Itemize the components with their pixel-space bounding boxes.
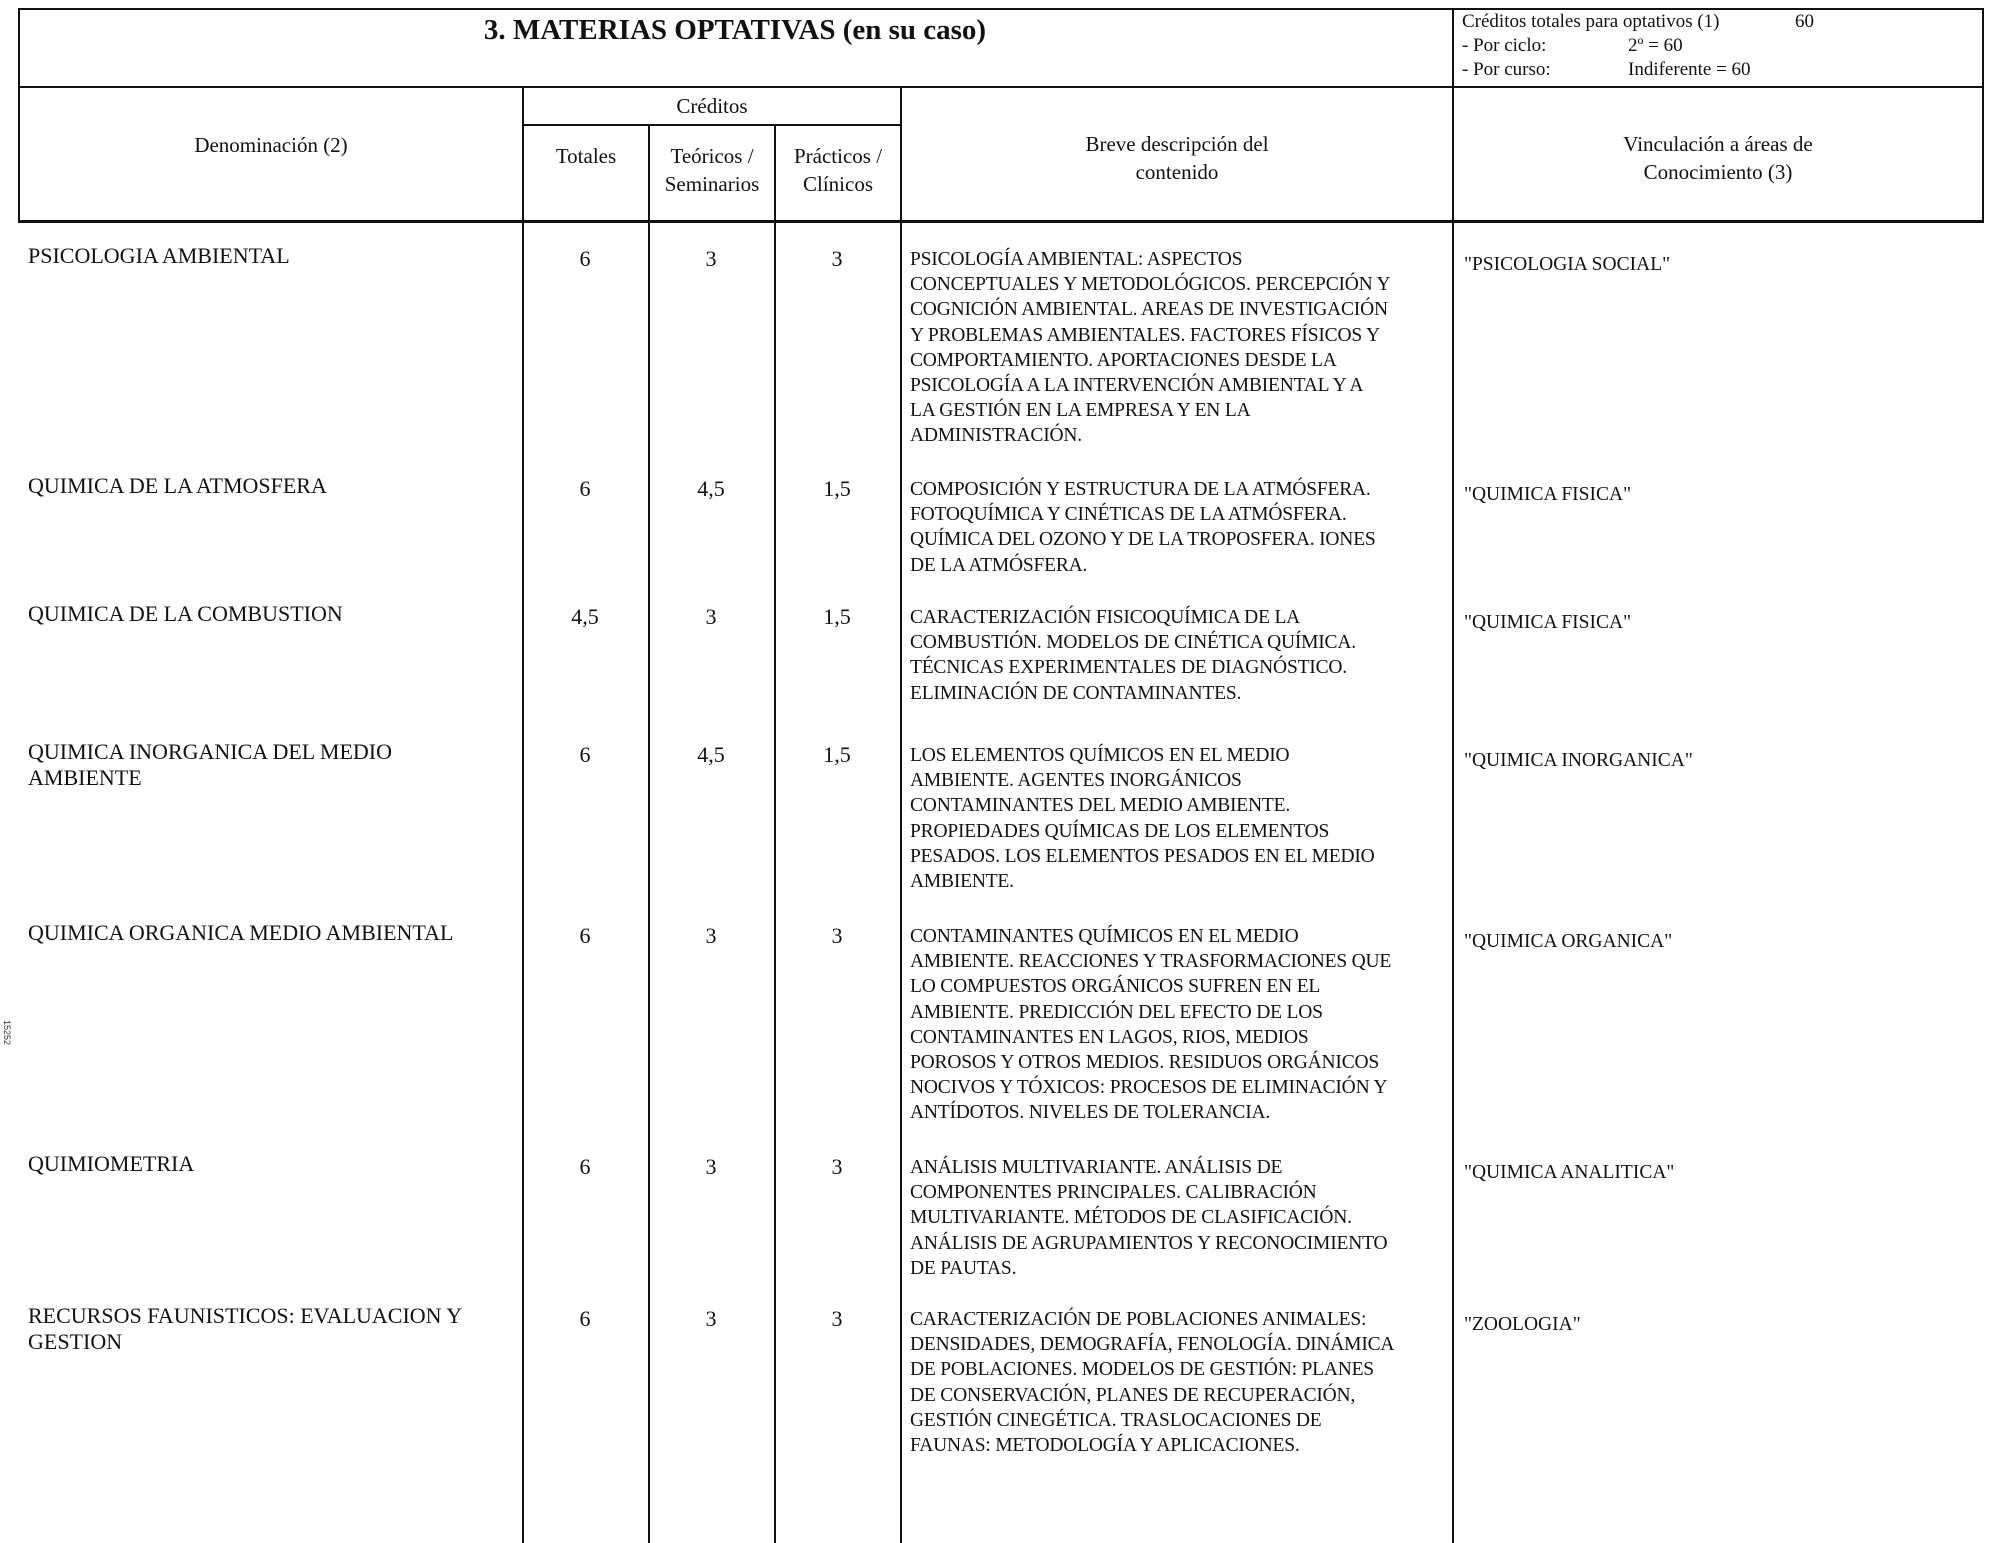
body-sep-3 bbox=[774, 222, 776, 1543]
credit-summary-line2-value: 2º = 60 bbox=[1628, 35, 1683, 56]
course-description-line: CONCEPTUALES Y METODOLÓGICOS. PERCEPCIÓN Y bbox=[910, 274, 1391, 296]
body-sep-4 bbox=[900, 222, 902, 1543]
knowledge-area: "QUIMICA FISICA" bbox=[1464, 612, 1632, 633]
credits-totales: 4,5 bbox=[571, 604, 599, 629]
course-description-line: TÉCNICAS EXPERIMENTALES DE DIAGNÓSTICO. bbox=[910, 657, 1347, 679]
course-name-line: AMBIENTE bbox=[28, 765, 142, 790]
credits-teoricos: 3 bbox=[705, 1154, 717, 1179]
course-description-line: PSICOLOGÍA A LA INTERVENCIÓN AMBIENTAL Y A bbox=[910, 375, 1364, 397]
course-description-line: CONTAMINANTES DEL MEDIO AMBIENTE. bbox=[910, 795, 1291, 817]
course-name-line: QUIMICA DE LA ATMOSFERA bbox=[28, 473, 327, 498]
frame-right-line bbox=[1982, 8, 1984, 222]
course-description-line: COMPORTAMIENTO. APORTACIONES DESDE LA bbox=[910, 349, 1337, 371]
credits-practicos: 3 bbox=[831, 923, 843, 948]
course-name-line: PSICOLOGIA AMBIENTAL bbox=[28, 243, 290, 268]
course-description-line: ANTÍDOTOS. NIVELES DE TOLERANCIA. bbox=[910, 1102, 1271, 1124]
header-bottom-line bbox=[18, 220, 1984, 223]
course-description-line: ELIMINACIÓN DE CONTAMINANTES. bbox=[910, 682, 1242, 704]
credit-summary-line1-value: 60 bbox=[1795, 11, 1814, 32]
course-description-line: MULTIVARIANTE. MÉTODOS DE CLASIFICACIÓN. bbox=[910, 1207, 1352, 1229]
course-description bbox=[910, 743, 1450, 894]
course-description-line: PROPIEDADES QUÍMICAS DE LOS ELEMENTOS bbox=[910, 820, 1330, 842]
course-description-line: PSICOLOGÍA AMBIENTAL: ASPECTOS bbox=[910, 249, 1243, 270]
course-name-line: QUIMICA ORGANICA MEDIO AMBIENTAL bbox=[28, 920, 454, 945]
header-vinculacion bbox=[1454, 130, 1982, 186]
course-description-line: COGNICIÓN AMBIENTAL. AREAS DE INVESTIGACIÓN bbox=[910, 299, 1388, 321]
header-descripcion-line2: contenido bbox=[1135, 160, 1219, 184]
frame-top-line bbox=[18, 8, 1984, 10]
course-description bbox=[910, 247, 1450, 449]
header-descripcion-line1: Breve descripción del bbox=[1085, 132, 1269, 156]
course-name bbox=[28, 1151, 518, 1177]
course-name-line: QUIMIOMETRIA bbox=[28, 1151, 195, 1176]
course-name bbox=[28, 473, 518, 499]
credit-summary-line1-label: Créditos totales para optativos (1) bbox=[1462, 11, 1720, 32]
credits-teoricos: 3 bbox=[705, 604, 717, 629]
credits-teoricos: 3 bbox=[705, 923, 717, 948]
course-description-line: LO COMPUESTOS ORGÁNICOS SUFREN EN EL bbox=[910, 976, 1321, 998]
credits-totales: 6 bbox=[579, 1154, 591, 1179]
course-name-line: RECURSOS FAUNISTICOS: EVALUACION Y bbox=[28, 1303, 463, 1328]
header-practicos-line2: Clínicos bbox=[802, 172, 873, 196]
header-vinculacion-line1: Vinculación a áreas de bbox=[1623, 132, 1813, 156]
course-description-line: Y PROBLEMAS AMBIENTALES. FACTORES FÍSICOS Y bbox=[910, 324, 1380, 346]
knowledge-area: "QUIMICA FISICA" bbox=[1464, 484, 1632, 505]
credits-practicos: 1,5 bbox=[823, 476, 851, 501]
knowledge-area: "QUIMICA ORGANICA" bbox=[1464, 931, 1673, 952]
knowledge-area: "QUIMICA INORGANICA" bbox=[1464, 750, 1693, 771]
knowledge-area: "QUIMICA ANALITICA" bbox=[1464, 1162, 1675, 1183]
course-description-line: LA GESTIÓN EN LA EMPRESA Y EN LA bbox=[910, 400, 1251, 422]
header-totales: Totales bbox=[555, 144, 617, 168]
course-description-line: CARACTERIZACIÓN DE POBLACIONES ANIMALES: bbox=[910, 1309, 1367, 1330]
course-description-line: DE LA ATMÓSFERA. bbox=[910, 554, 1088, 576]
credits-teoricos: 4,5 bbox=[697, 476, 725, 501]
course-description-line: COMPOSICIÓN Y ESTRUCTURA DE LA ATMÓSFERA. bbox=[910, 479, 1371, 500]
credits-totales: 6 bbox=[579, 476, 591, 501]
body-sep-5 bbox=[1452, 222, 1454, 1543]
header-teoricos-line2: Seminarios bbox=[664, 172, 760, 196]
course-description-line: CARACTERIZACIÓN FISICOQUÍMICA DE LA bbox=[910, 607, 1301, 628]
header-practicos-line1: Prácticos / bbox=[793, 144, 883, 168]
course-description-line: DE POBLACIONES. MODELOS DE GESTIÓN: PLANES bbox=[910, 1359, 1374, 1381]
course-description-line: DENSIDADES, DEMOGRAFÍA, FENOLOGÍA. DINÁMICA bbox=[910, 1334, 1395, 1356]
course-name bbox=[28, 243, 518, 269]
course-description-line: AMBIENTE. bbox=[910, 871, 1014, 893]
course-description-line: COMBUSTIÓN. MODELOS DE CINÉTICA QUÍMICA. bbox=[910, 632, 1356, 654]
credits-teoricos: 3 bbox=[705, 1306, 717, 1331]
course-name bbox=[28, 1303, 518, 1355]
course-name bbox=[28, 601, 518, 627]
credits-totales: 6 bbox=[579, 923, 591, 948]
course-description-line: NOCIVOS Y TÓXICOS: PROCESOS DE ELIMINACIÓN Y bbox=[910, 1077, 1388, 1099]
title-bottom-line bbox=[18, 86, 1984, 88]
course-description-line: FOTOQUÍMICA Y CINÉTICAS DE LA ATMÓSFERA. bbox=[910, 504, 1347, 526]
header-practicos bbox=[776, 142, 900, 198]
course-name-line: QUIMICA INORGANICA DEL MEDIO bbox=[28, 739, 392, 764]
course-description bbox=[910, 924, 1450, 1126]
course-description-line: AMBIENTE. AGENTES INORGÁNICOS bbox=[910, 770, 1242, 792]
course-description-line: COMPONENTES PRINCIPALES. CALIBRACIÓN bbox=[910, 1182, 1317, 1204]
body-sep-1 bbox=[522, 222, 524, 1543]
course-description-line: PESADOS. LOS ELEMENTOS PESADOS EN EL MEDIO bbox=[910, 845, 1375, 867]
course-description-line: ADMINISTRACIÓN. bbox=[910, 425, 1082, 447]
credits-totales: 6 bbox=[579, 742, 591, 767]
course-description-line: GESTIÓN CINEGÉTICA. TRASLOCACIONES DE bbox=[910, 1409, 1322, 1431]
course-description bbox=[910, 477, 1450, 578]
credits-practicos: 1,5 bbox=[823, 742, 851, 767]
credits-teoricos: 3 bbox=[705, 246, 717, 271]
course-description-line: DE CONSERVACIÓN, PLANES DE RECUPERACIÓN, bbox=[910, 1384, 1356, 1406]
credits-totales: 6 bbox=[579, 246, 591, 271]
course-description-line: CONTAMINANTES EN LAGOS, RIOS, MEDIOS bbox=[910, 1026, 1309, 1048]
header-descripcion bbox=[902, 130, 1452, 186]
credits-practicos: 3 bbox=[831, 246, 843, 271]
header-teoricos bbox=[650, 142, 774, 198]
body-sep-2 bbox=[648, 222, 650, 1543]
credits-practicos: 1,5 bbox=[823, 604, 851, 629]
knowledge-area: "PSICOLOGIA SOCIAL" bbox=[1464, 254, 1671, 275]
credits-practicos: 3 bbox=[831, 1306, 843, 1331]
course-name-line: GESTION bbox=[28, 1329, 123, 1354]
credits-totales: 6 bbox=[579, 1306, 591, 1331]
course-description bbox=[910, 605, 1450, 706]
course-name-line: QUIMICA DE LA COMBUSTION bbox=[28, 601, 343, 626]
side-page-mark: 15252 bbox=[2, 1020, 12, 1046]
course-name bbox=[28, 739, 518, 791]
course-description-line: QUÍMICA DEL OZONO Y DE LA TROPOSFERA. IONES bbox=[910, 529, 1376, 551]
course-name bbox=[28, 920, 518, 946]
course-description bbox=[910, 1155, 1450, 1281]
course-description-line: LOS ELEMENTOS QUÍMICOS EN EL MEDIO bbox=[910, 745, 1290, 766]
credit-summary-line3-label: - Por curso: bbox=[1462, 59, 1551, 80]
credit-summary-line2-label: - Por ciclo: bbox=[1462, 35, 1547, 56]
header-vinculacion-line2: Conocimiento (3) bbox=[1643, 160, 1793, 184]
course-description-line: AMBIENTE. PREDICCIÓN DEL EFECTO DE LOS bbox=[910, 1001, 1323, 1023]
header-denominacion: Denominación (2) bbox=[194, 133, 348, 157]
course-description-line: AMBIENTE. REACCIONES Y TRASFORMACIONES QUE bbox=[910, 951, 1392, 973]
course-description-line: CONTAMINANTES QUÍMICOS EN EL MEDIO bbox=[910, 926, 1299, 947]
section-title: 3. MATERIAS OPTATIVAS (en su caso) bbox=[483, 14, 987, 46]
course-description bbox=[910, 1307, 1450, 1458]
knowledge-area: "ZOOLOGIA" bbox=[1464, 1314, 1581, 1335]
course-description-line: DE PAUTAS. bbox=[910, 1257, 1017, 1279]
credits-teoricos: 4,5 bbox=[697, 742, 725, 767]
credits-practicos: 3 bbox=[831, 1154, 843, 1179]
credit-summary-line3-value: Indiferente = 60 bbox=[1628, 59, 1751, 80]
course-description-line: ANÁLISIS MULTIVARIANTE. ANÁLISIS DE bbox=[910, 1157, 1283, 1178]
course-description-line: ANÁLISIS DE AGRUPAMIENTOS Y RECONOCIMIENTO bbox=[910, 1232, 1388, 1254]
creditos-subheader-line bbox=[522, 124, 902, 126]
course-description-line: POROSOS Y OTROS MEDIOS. RESIDUOS ORGÁNICOS bbox=[910, 1052, 1380, 1074]
summary-divider-line bbox=[1452, 8, 1454, 88]
header-teoricos-line1: Teóricos / bbox=[670, 144, 754, 168]
course-description-line: FAUNAS: METODOLOGÍA Y APLICACIONES. bbox=[910, 1435, 1300, 1457]
header-creditos: Créditos bbox=[676, 94, 748, 118]
